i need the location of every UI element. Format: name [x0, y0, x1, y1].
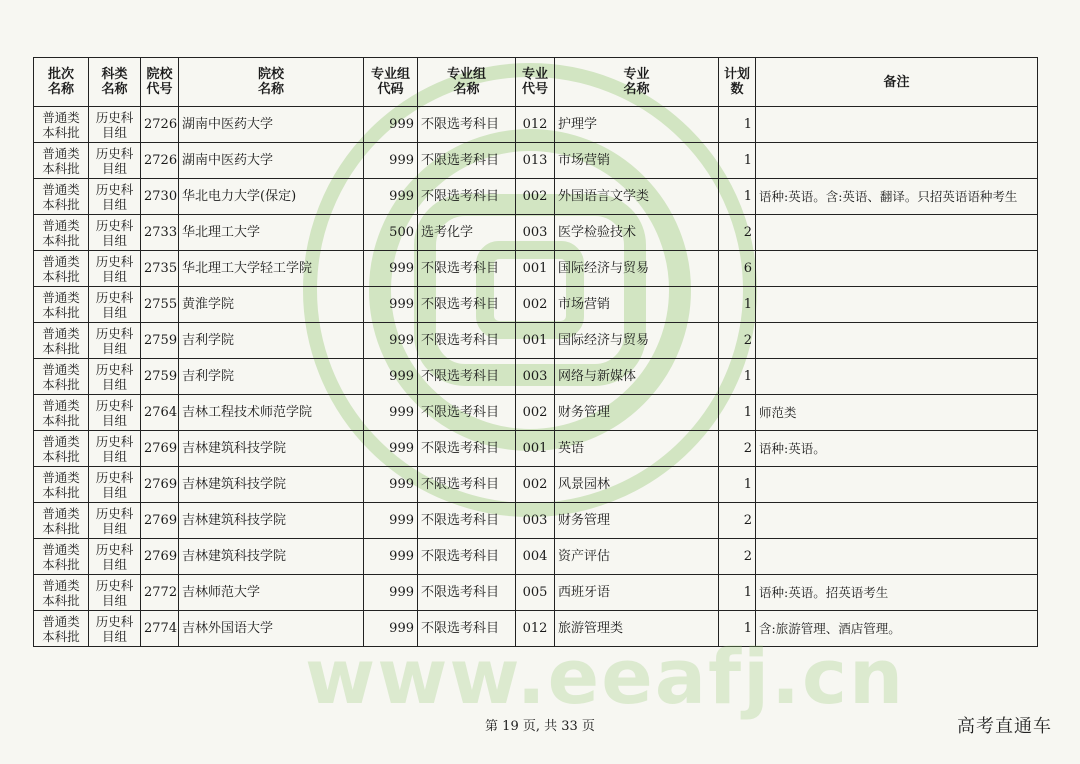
- cell-remark: [756, 251, 1038, 287]
- cell-school-code: 2769: [141, 431, 179, 467]
- table-row: [34, 251, 1038, 287]
- cell-remark: 师范类: [756, 395, 1038, 431]
- cell-group-code: 999: [364, 431, 418, 467]
- cell-group-name: 不限选考科目: [418, 467, 516, 503]
- cell-subject: 历史科 目组: [89, 503, 141, 539]
- cell-plan: 2: [719, 323, 756, 359]
- table-row: [34, 107, 1038, 143]
- table-row: [34, 179, 1038, 215]
- cell-group-code: 999: [364, 395, 418, 431]
- cell-school-code: 2730: [141, 179, 179, 215]
- cell-school-code: 2755: [141, 287, 179, 323]
- cell-group-code: 999: [364, 251, 418, 287]
- cell-group-name: 不限选考科目: [418, 395, 516, 431]
- cell-remark: [756, 323, 1038, 359]
- cell-major-code: 012: [516, 611, 555, 647]
- cell-school-code: 2772: [141, 575, 179, 611]
- cell-plan: 1: [719, 107, 756, 143]
- cell-group-name: 不限选考科目: [418, 575, 516, 611]
- table-row: [34, 215, 1038, 251]
- cell-school-name: 华北理工大学: [179, 215, 364, 251]
- cell-subject: 历史科 目组: [89, 467, 141, 503]
- cell-major-name: 市场营销: [555, 143, 719, 179]
- cell-group-name: 不限选考科目: [418, 431, 516, 467]
- cell-plan: 1: [719, 611, 756, 647]
- table-row: [34, 467, 1038, 503]
- cell-plan: 6: [719, 251, 756, 287]
- table-row: [34, 395, 1038, 431]
- cell-remark: 语种:英语。含:英语、翻译。只招英语语种考生: [756, 179, 1038, 215]
- cell-group-name: 不限选考科目: [418, 323, 516, 359]
- cell-batch: 普通类本科批: [34, 359, 89, 395]
- cell-school-name: 黄淮学院: [179, 287, 364, 323]
- cell-batch: 普通类本科批: [34, 215, 89, 251]
- cell-subject: 历史科 目组: [89, 431, 141, 467]
- cell-group-code: 500: [364, 215, 418, 251]
- cell-school-name: 吉利学院: [179, 359, 364, 395]
- cell-school-code: 2764: [141, 395, 179, 431]
- cell-group-name: 选考化学: [418, 215, 516, 251]
- cell-school-name: 吉林师范大学: [179, 575, 364, 611]
- cell-school-name: 吉林建筑科技学院: [179, 431, 364, 467]
- cell-school-code: 2733: [141, 215, 179, 251]
- cell-remark: [756, 215, 1038, 251]
- cell-major-code: 005: [516, 575, 555, 611]
- cell-school-name: 湖南中医药大学: [179, 107, 364, 143]
- cell-major-code: 001: [516, 431, 555, 467]
- cell-subject: 历史科 目组: [89, 539, 141, 575]
- cell-remark: [756, 287, 1038, 323]
- cell-major-name: 网络与新媒体: [555, 359, 719, 395]
- cell-plan: 2: [719, 503, 756, 539]
- cell-major-code: 012: [516, 107, 555, 143]
- cell-school-code: 2769: [141, 467, 179, 503]
- cell-major-code: 013: [516, 143, 555, 179]
- cell-remark: [756, 143, 1038, 179]
- cell-plan: 2: [719, 539, 756, 575]
- cell-plan: 2: [719, 215, 756, 251]
- cell-group-code: 999: [364, 575, 418, 611]
- cell-group-code: 999: [364, 611, 418, 647]
- cell-major-name: 资产评估: [555, 539, 719, 575]
- header-major-code: 专业 代号: [516, 58, 555, 107]
- cell-group-code: 999: [364, 467, 418, 503]
- brand-label: 高考直通车: [957, 716, 1052, 737]
- header-school-name: 院校 名称: [179, 58, 364, 107]
- cell-major-name: 风景园林: [555, 467, 719, 503]
- cell-school-name: 吉林建筑科技学院: [179, 539, 364, 575]
- cell-group-name: 不限选考科目: [418, 179, 516, 215]
- cell-group-code: 999: [364, 539, 418, 575]
- cell-major-name: 财务管理: [555, 395, 719, 431]
- cell-major-name: 医学检验技术: [555, 215, 719, 251]
- cell-major-name: 市场营销: [555, 287, 719, 323]
- cell-plan: 2: [719, 431, 756, 467]
- cell-group-name: 不限选考科目: [418, 143, 516, 179]
- table-row: [34, 359, 1038, 395]
- cell-major-code: 002: [516, 395, 555, 431]
- cell-group-code: 999: [364, 143, 418, 179]
- cell-plan: 1: [719, 395, 756, 431]
- cell-group-name: 不限选考科目: [418, 287, 516, 323]
- header-batch: 批次 名称: [34, 58, 89, 107]
- cell-group-name: 不限选考科目: [418, 611, 516, 647]
- cell-batch: 普通类本科批: [34, 467, 89, 503]
- page-number: 第 19 页, 共 33 页: [485, 719, 595, 734]
- cell-batch: 普通类本科批: [34, 503, 89, 539]
- cell-group-code: 999: [364, 503, 418, 539]
- header-group-name: 专业组 名称: [418, 58, 516, 107]
- cell-batch: 普通类本科批: [34, 539, 89, 575]
- cell-batch: 普通类本科批: [34, 143, 89, 179]
- cell-remark: 语种:英语。招英语考生: [756, 575, 1038, 611]
- header-subject: 科类 名称: [89, 58, 141, 107]
- cell-major-code: 003: [516, 215, 555, 251]
- cell-subject: 历史科 目组: [89, 107, 141, 143]
- cell-school-name: 吉林工程技术师范学院: [179, 395, 364, 431]
- table-row: [34, 323, 1038, 359]
- cell-school-name: 吉林建筑科技学院: [179, 503, 364, 539]
- cell-plan: 1: [719, 179, 756, 215]
- table-row: [34, 503, 1038, 539]
- table-row: [34, 575, 1038, 611]
- cell-batch: 普通类本科批: [34, 395, 89, 431]
- cell-group-code: 999: [364, 179, 418, 215]
- cell-school-code: 2726: [141, 143, 179, 179]
- cell-group-code: 999: [364, 287, 418, 323]
- cell-plan: 1: [719, 575, 756, 611]
- cell-subject: 历史科 目组: [89, 359, 141, 395]
- header-remark: 备注: [756, 58, 1038, 107]
- cell-subject: 历史科 目组: [89, 611, 141, 647]
- header-group-code: 专业组 代码: [364, 58, 418, 107]
- cell-school-name: 湖南中医药大学: [179, 143, 364, 179]
- cell-major-code: 003: [516, 359, 555, 395]
- table-row: [34, 539, 1038, 575]
- header-major-name: 专业 名称: [555, 58, 719, 107]
- cell-subject: 历史科 目组: [89, 323, 141, 359]
- cell-school-name: 华北理工大学轻工学院: [179, 251, 364, 287]
- cell-batch: 普通类本科批: [34, 575, 89, 611]
- cell-subject: 历史科 目组: [89, 251, 141, 287]
- cell-batch: 普通类本科批: [34, 431, 89, 467]
- header-plan: 计划数: [719, 58, 756, 107]
- cell-school-name: 吉利学院: [179, 323, 364, 359]
- cell-group-name: 不限选考科目: [418, 539, 516, 575]
- cell-batch: 普通类本科批: [34, 179, 89, 215]
- cell-group-name: 不限选考科目: [418, 107, 516, 143]
- cell-major-name: 财务管理: [555, 503, 719, 539]
- cell-major-name: 外国语言文学类: [555, 179, 719, 215]
- cell-major-name: 国际经济与贸易: [555, 251, 719, 287]
- cell-major-name: 英语: [555, 431, 719, 467]
- cell-school-code: 2774: [141, 611, 179, 647]
- cell-batch: 普通类本科批: [34, 107, 89, 143]
- cell-school-code: 2769: [141, 539, 179, 575]
- watermark-url: www.eeafj.cn: [305, 632, 906, 721]
- cell-subject: 历史科 目组: [89, 287, 141, 323]
- cell-major-name: 国际经济与贸易: [555, 323, 719, 359]
- cell-school-code: 2735: [141, 251, 179, 287]
- cell-group-name: 不限选考科目: [418, 359, 516, 395]
- cell-school-name: 吉林外国语大学: [179, 611, 364, 647]
- cell-school-name: 吉林建筑科技学院: [179, 467, 364, 503]
- cell-major-name: 西班牙语: [555, 575, 719, 611]
- table-row: [34, 143, 1038, 179]
- cell-school-name: 华北电力大学(保定): [179, 179, 364, 215]
- header-school-code: 院校 代号: [141, 58, 179, 107]
- cell-plan: 1: [719, 359, 756, 395]
- cell-plan: 1: [719, 287, 756, 323]
- cell-remark: [756, 467, 1038, 503]
- cell-school-code: 2726: [141, 107, 179, 143]
- cell-batch: 普通类本科批: [34, 287, 89, 323]
- table-header-row: [34, 58, 1038, 107]
- cell-major-code: 004: [516, 539, 555, 575]
- cell-major-name: 护理学: [555, 107, 719, 143]
- cell-major-code: 002: [516, 287, 555, 323]
- table-row: [34, 287, 1038, 323]
- cell-subject: 历史科 目组: [89, 395, 141, 431]
- cell-plan: 1: [719, 467, 756, 503]
- cell-school-code: 2759: [141, 323, 179, 359]
- cell-remark: 语种:英语。: [756, 431, 1038, 467]
- cell-remark: [756, 359, 1038, 395]
- cell-subject: 历史科 目组: [89, 143, 141, 179]
- cell-group-code: 999: [364, 107, 418, 143]
- table-row: [34, 431, 1038, 467]
- cell-group-name: 不限选考科目: [418, 503, 516, 539]
- cell-plan: 1: [719, 143, 756, 179]
- cell-batch: 普通类本科批: [34, 611, 89, 647]
- cell-group-code: 999: [364, 359, 418, 395]
- cell-remark: [756, 107, 1038, 143]
- cell-batch: 普通类本科批: [34, 323, 89, 359]
- cell-subject: 历史科 目组: [89, 575, 141, 611]
- admission-plan-table: [33, 57, 1038, 647]
- cell-major-name: 旅游管理类: [555, 611, 719, 647]
- cell-remark: 含:旅游管理、酒店管理。: [756, 611, 1038, 647]
- cell-major-code: 003: [516, 503, 555, 539]
- cell-major-code: 001: [516, 251, 555, 287]
- cell-batch: 普通类本科批: [34, 251, 89, 287]
- cell-school-code: 2759: [141, 359, 179, 395]
- cell-major-code: 002: [516, 179, 555, 215]
- cell-group-name: 不限选考科目: [418, 251, 516, 287]
- cell-school-code: 2769: [141, 503, 179, 539]
- cell-major-code: 002: [516, 467, 555, 503]
- cell-group-code: 999: [364, 323, 418, 359]
- cell-remark: [756, 503, 1038, 539]
- cell-remark: [756, 539, 1038, 575]
- cell-subject: 历史科 目组: [89, 215, 141, 251]
- cell-major-code: 001: [516, 323, 555, 359]
- cell-subject: 历史科 目组: [89, 179, 141, 215]
